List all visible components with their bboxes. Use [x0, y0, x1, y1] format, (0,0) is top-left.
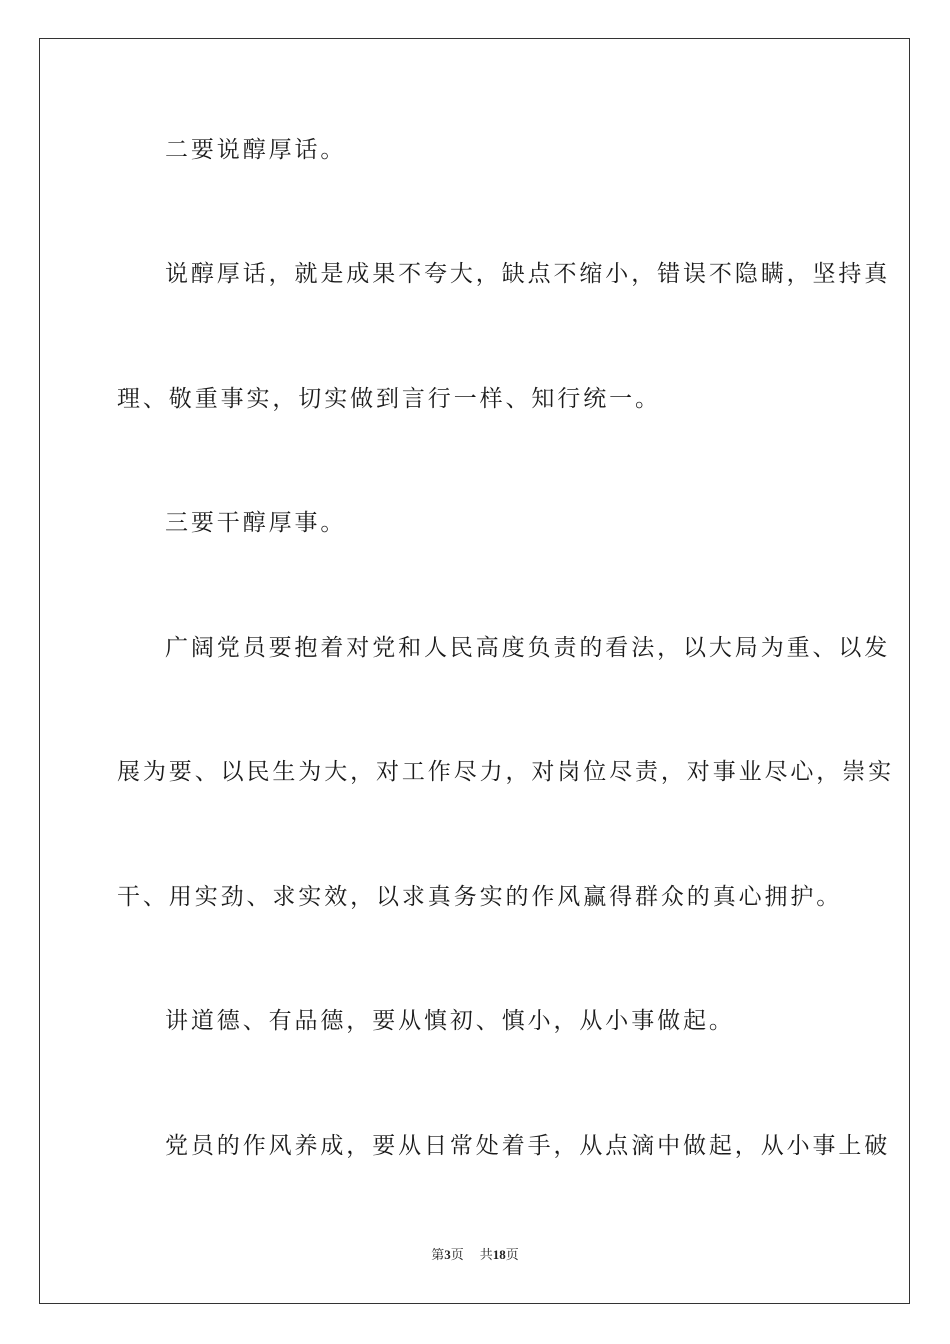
total-suffix: 页	[505, 1248, 519, 1263]
paragraph-line: 干、用实劲、求实效，以求真务实的作风赢得群众的真心拥护。	[117, 884, 843, 910]
page-footer	[0, 1246, 950, 1265]
heading-line-3: 三要干醇厚事。	[165, 510, 347, 536]
paragraph-line: 理、敬重事实，切实做到言行一样、知行统一。	[117, 386, 661, 412]
page-suffix: 页	[450, 1248, 464, 1263]
paragraph-line: 展为要、以民生为大，对工作尽力，对岗位尽责，对事业尽心，崇实	[117, 759, 894, 785]
heading-line-2: 二要说醇厚话。	[165, 137, 347, 163]
paragraph-line: 讲道德、有品德，要从慎初、慎小，从小事做起。	[165, 1008, 735, 1034]
paragraph-line: 说醇厚话，就是成果不夸大，缺点不缩小，错误不隐瞒，坚持真	[165, 261, 891, 287]
paragraph-line: 党员的作风养成，要从日常处着手，从点滴中做起，从小事上破	[165, 1133, 891, 1159]
page-border	[39, 38, 910, 1304]
page-number: 3	[444, 1247, 451, 1262]
total-prefix: 共	[479, 1248, 493, 1263]
total-pages: 18	[492, 1247, 506, 1262]
page-prefix: 第	[431, 1248, 445, 1263]
paragraph-line: 广阔党员要抱着对党和人民高度负责的看法，以大局为重、以发	[165, 635, 891, 661]
